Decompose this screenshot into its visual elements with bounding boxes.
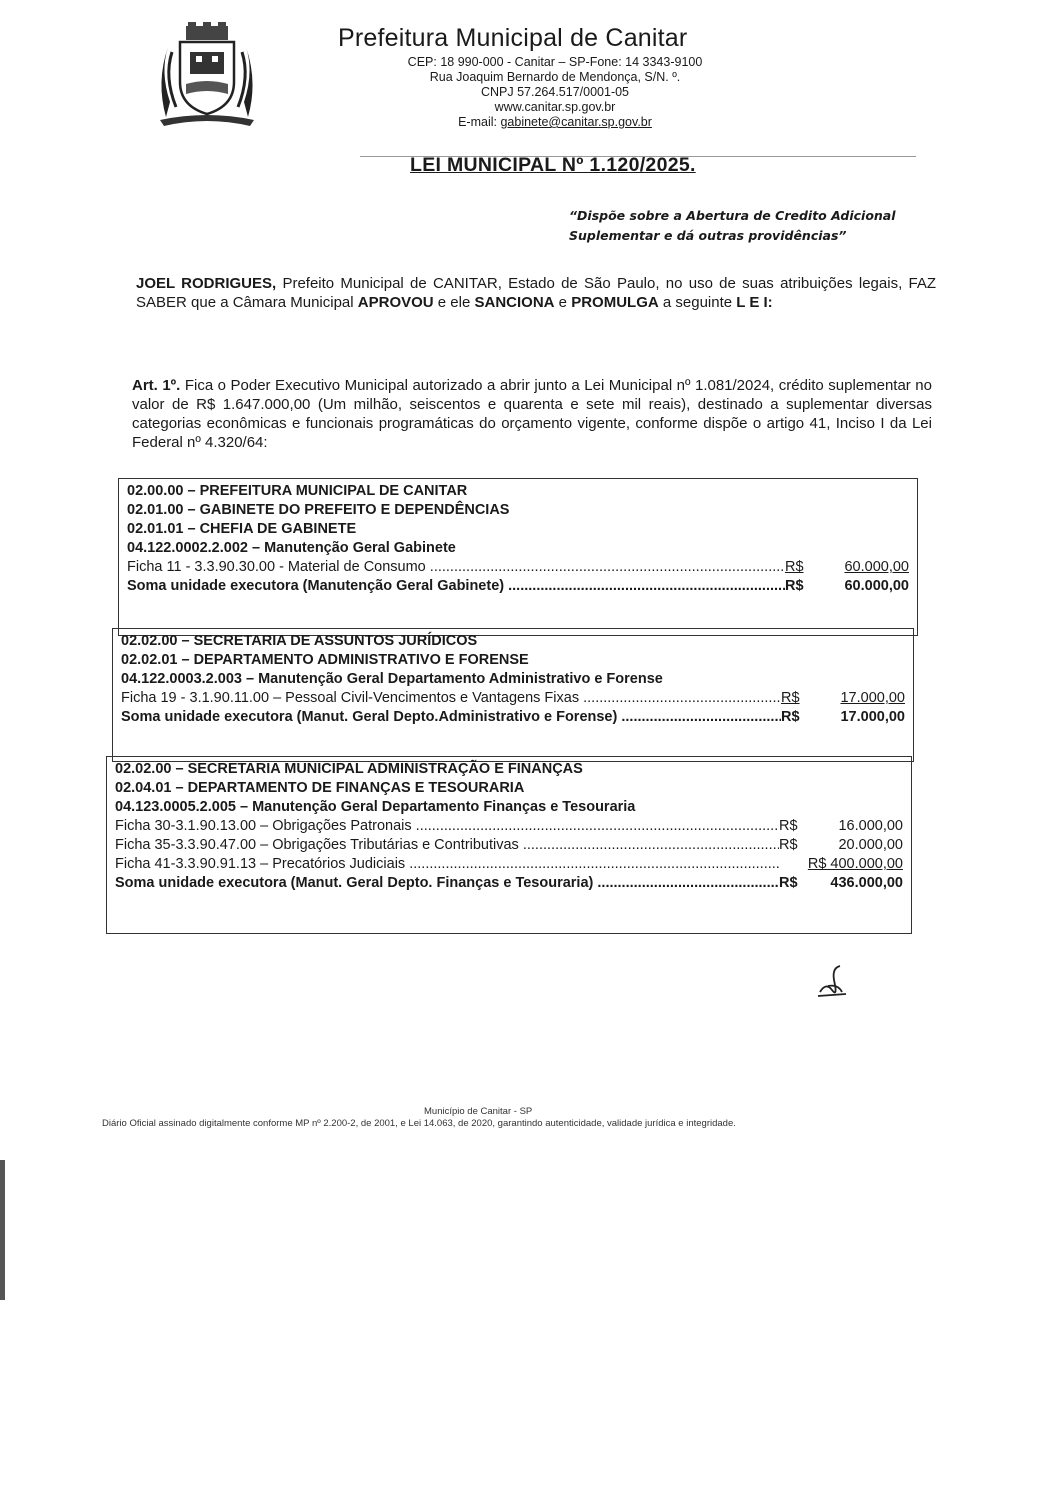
law-title: LEI MUNICIPAL Nº 1.120/2025.	[410, 154, 696, 176]
preamble-text-4: a seguinte	[658, 294, 737, 311]
budget-total-amount: 436.000,00	[830, 875, 903, 891]
budget-line-currency: R$	[781, 690, 800, 706]
budget-total	[121, 708, 905, 727]
budget-line-description: Ficha 30-3.1.90.13.00 – Obrigações Patronais .....	[115, 817, 779, 836]
block-heading-3: 04.122.0003.2.003 – Manutenção Geral Departamento Administrativo e Forense	[121, 671, 663, 687]
budget-line-currency: R$	[779, 837, 798, 853]
email-label: E-mail:	[458, 115, 497, 129]
budget-block-financas	[106, 756, 912, 934]
budget-block-gabinete	[118, 478, 918, 636]
block-heading-3: 02.01.01 – CHEFIA DE GABINETE	[127, 521, 357, 537]
preamble	[136, 274, 936, 312]
budget-line-currency: R$	[785, 559, 804, 575]
budget-total-currency: R$	[779, 875, 798, 891]
budget-line	[121, 689, 905, 708]
preamble-text-1: Prefeito Municipal de CANITAR, Estado de São Paulo, no uso de suas atribuições legais, FAZ SABER que a Câmara Municipal	[136, 275, 936, 311]
email-address: gabinete@canitar.sp.gov.br	[500, 115, 652, 129]
block-heading-2: 02.04.01 – DEPARTAMENTO DE FINANÇAS E TESOURARIA	[115, 780, 525, 796]
budget-line-currency: R$	[779, 818, 798, 834]
municipal-coat-of-arms	[146, 22, 268, 126]
letterhead-cep-phone: CEP: 18 990-000 - Canitar – SP-Fone: 14 3343-9100	[407, 55, 703, 69]
budget-line-amount: 60.000,00	[844, 559, 909, 575]
budget-total-description: Soma unidade executora (Manut. Geral Depto.Administrativo e Forense) .....	[121, 708, 781, 727]
budget-line-amount: 17.000,00	[840, 690, 905, 706]
block-heading-2: 02.02.01 – DEPARTAMENTO ADMINISTRATIVO E FORENSE	[121, 652, 529, 668]
budget-line-amount: R$ 400.000,00	[807, 856, 903, 872]
budget-total-amount: 60.000,00	[844, 578, 909, 594]
block-heading-1: 02.02.00 – SECRETARIA DE ASSUNTOS JURÍDICOS	[121, 633, 478, 649]
letterhead-title: Prefeitura Municipal de Canitar	[338, 24, 688, 52]
footer-municipality: Município de Canitar - SP	[424, 1106, 533, 1117]
budget-line-amount: 20.000,00	[838, 837, 903, 853]
budget-line-description: Ficha 11 - 3.3.90.30.00 - Material de Consumo .....	[127, 558, 785, 577]
footer-digital-signature-note: Diário Oficial assinado digitalmente conforme MP nº 2.200-2, de 2001, e Lei 14.063, de 2020, garantindo autenticidade, validade jurídica e integridade.	[102, 1118, 736, 1129]
sanctions-word: SANCIONA	[474, 294, 555, 311]
letterhead-cnpj: CNPJ 57.264.517/0001-05	[480, 85, 630, 99]
preamble-text-2: e ele	[433, 294, 475, 311]
budget-total	[115, 874, 903, 893]
budget-line	[115, 855, 903, 874]
budget-total	[127, 577, 909, 596]
budget-total-amount: 17.000,00	[840, 709, 905, 725]
preamble-text-3: e	[554, 294, 572, 311]
budget-line-amount: 16.000,00	[838, 818, 903, 834]
budget-total-description: Soma unidade executora (Manutenção Geral Gabinete) .....	[127, 577, 785, 596]
letterhead-address: Rua Joaquim Bernardo de Mendonça, S/N. º.	[429, 70, 681, 84]
budget-total-description: Soma unidade executora (Manut. Geral Depto. Finanças e Tesouraria) .....	[115, 874, 779, 893]
block-heading-2: 02.01.00 – GABINETE DO PREFEITO E DEPENDÊNCIAS	[127, 502, 510, 518]
block-heading-4: 04.122.0002.2.002 – Manutenção Geral Gabinete	[127, 540, 456, 556]
promulgates-word: PROMULGA	[571, 294, 659, 311]
article-label: Art. 1º.	[132, 377, 181, 394]
budget-line	[115, 817, 903, 836]
letterhead-email	[330, 115, 750, 130]
scan-edge-mark	[0, 1160, 5, 1300]
budget-line	[115, 836, 903, 855]
article-1	[132, 376, 932, 452]
letterhead-website: www.canitar.sp.gov.br	[494, 100, 616, 114]
budget-line-description: Ficha 41-3.3.90.91.13 – Precatórios Judiciais .....	[115, 855, 779, 874]
budget-line-description: Ficha 19 - 3.1.90.11.00 – Pessoal Civil-Vencimentos e Vantagens Fixas .....	[121, 689, 781, 708]
budget-total-currency: R$	[781, 709, 800, 725]
block-heading-1: 02.00.00 – PREFEITURA MUNICIPAL DE CANITAR	[127, 483, 468, 499]
article-text: Fica o Poder Executivo Municipal autorizado a abrir junto a Lei Municipal nº 1.081/2024, crédito suplementar no valor de R$ 1.647.000,00 (Um milhão, seiscentos e quarenta e sete mil reais), destinado a suplementar diversas categorias econômicas e funcionais programáticas do orçamento vigente, conforme dispõe o artigo 41, Inciso I da Lei Federal nº 4.320/64:	[132, 377, 932, 451]
budget-block-juridicos	[112, 628, 914, 762]
mayor-name: JOEL RODRIGUES,	[136, 275, 277, 292]
letterhead	[330, 24, 750, 130]
block-heading-3: 04.123.0005.2.005 – Manutenção Geral Departamento Finanças e Tesouraria	[115, 799, 636, 815]
approved-word: APROVOU	[357, 294, 434, 311]
budget-total-currency: R$	[785, 578, 804, 594]
signature-mark	[812, 962, 852, 1000]
law-word: L E I:	[736, 294, 773, 311]
block-heading-1: 02.02.00 – SECRETARIA MUNICIPAL ADMINISTRAÇÃO E FINANÇAS	[115, 761, 583, 777]
law-summary: “Dispõe sobre a Abertura de Credito Adicional Suplementar e dá outras providências”	[569, 208, 896, 243]
budget-line-description: Ficha 35-3.3.90.47.00 – Obrigações Tributárias e Contributivas .....	[115, 836, 779, 855]
budget-line	[127, 558, 909, 577]
